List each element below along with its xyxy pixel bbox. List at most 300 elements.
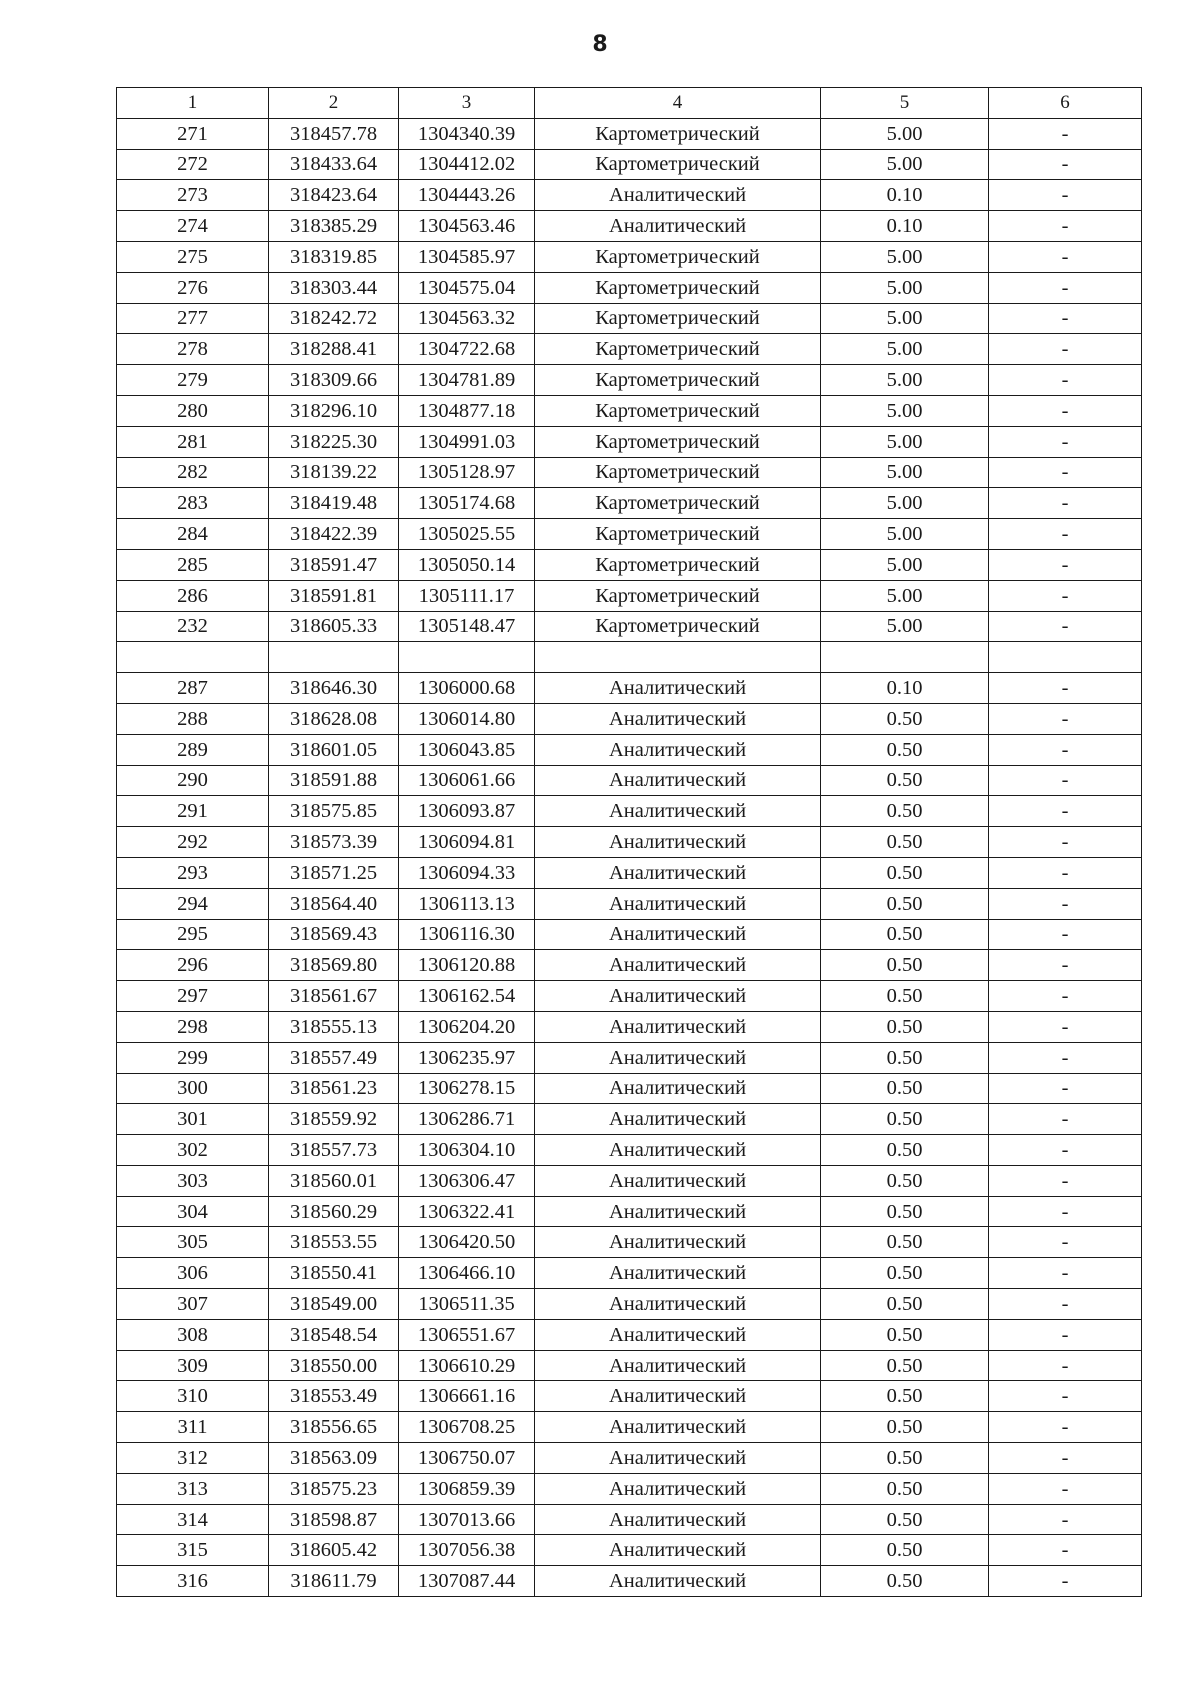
header-cell-point-number: 1 [117,88,269,119]
cell-method: Аналитический [535,734,821,765]
cell-point-number: 292 [117,827,269,858]
page-number: 8 [592,32,608,57]
cell-description: - [989,426,1142,457]
table-row [117,1473,1142,1504]
cell-point-number: 312 [117,1443,269,1474]
cell-description: - [989,888,1142,919]
cell-method: Картометрический [535,118,821,149]
cell-method: Аналитический [535,1196,821,1227]
cell-point-number: 303 [117,1165,269,1196]
cell-point-number: 278 [117,334,269,365]
cell-method: Аналитический [535,1073,821,1104]
header-cell-method: 4 [535,88,821,119]
cell-x-coordinate: 318548.54 [269,1319,399,1350]
cell-method: Аналитический [535,857,821,888]
cell-description: - [989,211,1142,242]
cell-accuracy: 0.50 [821,919,989,950]
cell-x-coordinate: 318591.47 [269,549,399,580]
table-row [117,118,1142,149]
cell-y-coordinate: 1307056.38 [399,1535,535,1566]
table-row [117,519,1142,550]
cell-y-coordinate: 1304443.26 [399,180,535,211]
table-row [117,765,1142,796]
cell-y-coordinate: 1304575.04 [399,272,535,303]
table-row [117,1196,1142,1227]
cell-y-coordinate: 1306750.07 [399,1443,535,1474]
cell-point-number: 300 [117,1073,269,1104]
cell-y-coordinate: 1305128.97 [399,457,535,488]
cell-x-coordinate: 318549.00 [269,1289,399,1320]
cell-x-coordinate: 318139.22 [269,457,399,488]
cell-accuracy: 0.50 [821,981,989,1012]
table-row [117,1104,1142,1135]
table-row [117,1535,1142,1566]
cell-point-number: 275 [117,241,269,272]
cell-method: Картометрический [535,272,821,303]
cell-y-coordinate: 1305148.47 [399,611,535,642]
cell-y-coordinate: 1306278.15 [399,1073,535,1104]
cell-method: Картометрический [535,519,821,550]
cell-y-coordinate: 1304563.46 [399,211,535,242]
cell-x-coordinate: 318550.41 [269,1258,399,1289]
cell-y-coordinate: 1305174.68 [399,488,535,519]
cell-point-number: 293 [117,857,269,888]
table-row [117,241,1142,272]
cell-description: - [989,519,1142,550]
table-row [117,796,1142,827]
cell-accuracy: 5.00 [821,334,989,365]
cell-point-number: 301 [117,1104,269,1135]
cell-y-coordinate: 1304781.89 [399,365,535,396]
cell-x-coordinate: 318569.43 [269,919,399,950]
cell-method: Аналитический [535,1350,821,1381]
cell-accuracy: 0.50 [821,765,989,796]
cell-y-coordinate: 1306235.97 [399,1042,535,1073]
cell-accuracy: 0.50 [821,1319,989,1350]
cell-method: Картометрический [535,488,821,519]
cell-method: Аналитический [535,981,821,1012]
table-row [117,457,1142,488]
cell-y-coordinate: 1306093.87 [399,796,535,827]
table-row [117,1412,1142,1443]
cell-y-coordinate: 1306204.20 [399,1011,535,1042]
cell-description: - [989,827,1142,858]
cell-accuracy: 5.00 [821,580,989,611]
cell-description: - [989,1473,1142,1504]
cell-x-coordinate: 318303.44 [269,272,399,303]
cell-method: Аналитический [535,1042,821,1073]
cell-method: Аналитический [535,180,821,211]
cell-x-coordinate: 318563.09 [269,1443,399,1474]
cell-y-coordinate: 1306322.41 [399,1196,535,1227]
cell-y-coordinate: 1304340.39 [399,118,535,149]
cell-method: Аналитический [535,1473,821,1504]
table-row [117,1381,1142,1412]
cell-x-coordinate: 318419.48 [269,488,399,519]
table-separator-row [117,642,1142,673]
header-cell-x-coordinate: 2 [269,88,399,119]
cell-accuracy: 0.50 [821,827,989,858]
cell-x-coordinate: 318564.40 [269,888,399,919]
cell-accuracy: 0.50 [821,888,989,919]
cell-y-coordinate: 1306304.10 [399,1135,535,1166]
table-row [117,950,1142,981]
cell-method: Аналитический [535,1535,821,1566]
cell-point-number: 276 [117,272,269,303]
cell-description: - [989,1042,1142,1073]
cell-description: - [989,1289,1142,1320]
cell-point-number: 290 [117,765,269,796]
cell-method: Аналитический [535,1443,821,1474]
cell-point-number: 302 [117,1135,269,1166]
cell-method: Аналитический [535,1258,821,1289]
cell-method: Картометрический [535,549,821,580]
cell-description: - [989,1196,1142,1227]
cell-method: Аналитический [535,1165,821,1196]
cell-point-number: 282 [117,457,269,488]
cell-point-number: 285 [117,549,269,580]
cell-y-coordinate: 1306000.68 [399,673,535,704]
cell-method: Аналитический [535,919,821,950]
cell-method: Картометрический [535,334,821,365]
cell-description: - [989,857,1142,888]
cell-method: Картометрический [535,611,821,642]
cell-accuracy: 0.50 [821,1073,989,1104]
cell-y-coordinate: 1304563.32 [399,303,535,334]
cell-description: - [989,950,1142,981]
cell-accuracy: 5.00 [821,365,989,396]
cell-point-number: 307 [117,1289,269,1320]
cell-point-number: 305 [117,1227,269,1258]
cell-description: - [989,303,1142,334]
cell-method: Аналитический [535,1289,821,1320]
cell-description: - [989,919,1142,950]
table-row [117,1011,1142,1042]
cell-description: - [989,1135,1142,1166]
cell-accuracy: 0.50 [821,1535,989,1566]
cell-description: - [989,1535,1142,1566]
cell-y-coordinate: 1306014.80 [399,703,535,734]
cell-point-number: 294 [117,888,269,919]
cell-point-number: 232 [117,611,269,642]
table-row [117,1566,1142,1597]
cell-x-coordinate: 318601.05 [269,734,399,765]
cell-accuracy: 0.50 [821,1196,989,1227]
cell-y-coordinate: 1306113.13 [399,888,535,919]
cell-x-coordinate: 318571.25 [269,857,399,888]
cell-point-number: 281 [117,426,269,457]
cell-method [535,642,821,673]
table-row [117,149,1142,180]
table-row [117,827,1142,858]
table-row [117,395,1142,426]
cell-point-number: 304 [117,1196,269,1227]
cell-method: Картометрический [535,426,821,457]
cell-description: - [989,180,1142,211]
cell-method: Картометрический [535,395,821,426]
table-row [117,580,1142,611]
table-row [117,981,1142,1012]
cell-method: Картометрический [535,303,821,334]
table-row [117,673,1142,704]
cell-x-coordinate: 318225.30 [269,426,399,457]
cell-point-number: 313 [117,1473,269,1504]
table-row [117,488,1142,519]
cell-point-number [117,642,269,673]
cell-y-coordinate: 1304722.68 [399,334,535,365]
cell-y-coordinate: 1306466.10 [399,1258,535,1289]
cell-description: - [989,1412,1142,1443]
cell-x-coordinate: 318288.41 [269,334,399,365]
cell-point-number: 273 [117,180,269,211]
cell-description: - [989,1566,1142,1597]
cell-y-coordinate: 1305050.14 [399,549,535,580]
cell-method: Аналитический [535,1227,821,1258]
cell-y-coordinate: 1306420.50 [399,1227,535,1258]
cell-accuracy: 5.00 [821,519,989,550]
cell-description: - [989,149,1142,180]
cell-accuracy: 5.00 [821,241,989,272]
cell-x-coordinate: 318550.00 [269,1350,399,1381]
cell-description: - [989,457,1142,488]
cell-accuracy: 0.50 [821,1443,989,1474]
cell-description: - [989,1227,1142,1258]
cell-y-coordinate: 1306094.81 [399,827,535,858]
cell-y-coordinate: 1306286.71 [399,1104,535,1135]
cell-x-coordinate: 318457.78 [269,118,399,149]
cell-x-coordinate: 318591.88 [269,765,399,796]
cell-x-coordinate: 318559.92 [269,1104,399,1135]
cell-description: - [989,241,1142,272]
table-row [117,1504,1142,1535]
cell-point-number: 309 [117,1350,269,1381]
cell-accuracy: 5.00 [821,272,989,303]
cell-description: - [989,549,1142,580]
cell-x-coordinate: 318296.10 [269,395,399,426]
table-row [117,888,1142,919]
cell-accuracy: 5.00 [821,611,989,642]
cell-y-coordinate: 1307087.44 [399,1566,535,1597]
cell-point-number: 271 [117,118,269,149]
table-row [117,703,1142,734]
table-row [117,919,1142,950]
cell-description: - [989,611,1142,642]
cell-accuracy: 5.00 [821,303,989,334]
cell-description: - [989,1350,1142,1381]
cell-point-number: 283 [117,488,269,519]
cell-y-coordinate: 1304991.03 [399,426,535,457]
cell-point-number: 296 [117,950,269,981]
cell-point-number: 315 [117,1535,269,1566]
cell-point-number: 287 [117,673,269,704]
cell-x-coordinate: 318561.67 [269,981,399,1012]
cell-x-coordinate: 318561.23 [269,1073,399,1104]
cell-x-coordinate [269,642,399,673]
cell-point-number: 288 [117,703,269,734]
cell-description: - [989,272,1142,303]
cell-x-coordinate: 318605.42 [269,1535,399,1566]
cell-description: - [989,1443,1142,1474]
table-row [117,611,1142,642]
cell-accuracy: 0.50 [821,1381,989,1412]
cell-y-coordinate: 1306708.25 [399,1412,535,1443]
table-row [117,734,1142,765]
table-body [117,88,1142,1597]
cell-description: - [989,1104,1142,1135]
cell-accuracy: 0.50 [821,1289,989,1320]
cell-y-coordinate: 1306610.29 [399,1350,535,1381]
cell-accuracy: 5.00 [821,426,989,457]
cell-description: - [989,488,1142,519]
cell-description: - [989,673,1142,704]
cell-accuracy: 0.50 [821,1504,989,1535]
cell-accuracy: 0.50 [821,857,989,888]
cell-method: Картометрический [535,149,821,180]
table-row [117,426,1142,457]
cell-description: - [989,1319,1142,1350]
cell-accuracy: 0.50 [821,1165,989,1196]
cell-y-coordinate: 1306043.85 [399,734,535,765]
header-cell-accuracy: 5 [821,88,989,119]
table-row [117,1350,1142,1381]
table-row [117,549,1142,580]
cell-accuracy: 0.50 [821,1011,989,1042]
table-row [117,1227,1142,1258]
cell-x-coordinate: 318423.64 [269,180,399,211]
cell-x-coordinate: 318553.55 [269,1227,399,1258]
cell-y-coordinate [399,642,535,673]
header-cell-description: 6 [989,88,1142,119]
table-row [117,1073,1142,1104]
cell-method: Картометрический [535,457,821,488]
cell-method: Аналитический [535,796,821,827]
cell-x-coordinate: 318385.29 [269,211,399,242]
cell-x-coordinate: 318573.39 [269,827,399,858]
cell-method: Аналитический [535,1381,821,1412]
cell-accuracy: 0.50 [821,1566,989,1597]
cell-method: Аналитический [535,1135,821,1166]
cell-accuracy: 0.50 [821,703,989,734]
cell-description: - [989,118,1142,149]
cell-method: Аналитический [535,211,821,242]
table-row [117,1258,1142,1289]
cell-accuracy: 0.10 [821,180,989,211]
table-row [117,1319,1142,1350]
cell-x-coordinate: 318575.23 [269,1473,399,1504]
cell-y-coordinate: 1306551.67 [399,1319,535,1350]
cell-accuracy: 0.50 [821,1473,989,1504]
cell-point-number: 298 [117,1011,269,1042]
cell-description [989,642,1142,673]
cell-accuracy: 0.50 [821,796,989,827]
cell-y-coordinate: 1306120.88 [399,950,535,981]
cell-accuracy: 0.50 [821,1350,989,1381]
cell-y-coordinate: 1306162.54 [399,981,535,1012]
table-row [117,303,1142,334]
cell-description: - [989,1165,1142,1196]
cell-point-number: 311 [117,1412,269,1443]
cell-x-coordinate: 318628.08 [269,703,399,734]
cell-method: Аналитический [535,1412,821,1443]
cell-description: - [989,395,1142,426]
cell-y-coordinate: 1304585.97 [399,241,535,272]
cell-x-coordinate: 318646.30 [269,673,399,704]
cell-point-number: 289 [117,734,269,765]
cell-description: - [989,334,1142,365]
cell-description: - [989,580,1142,611]
cell-description: - [989,365,1142,396]
cell-method: Аналитический [535,1104,821,1135]
cell-method: Аналитический [535,703,821,734]
cell-point-number: 272 [117,149,269,180]
cell-y-coordinate: 1304877.18 [399,395,535,426]
table-row [117,334,1142,365]
cell-method: Аналитический [535,1504,821,1535]
cell-y-coordinate: 1305025.55 [399,519,535,550]
cell-description: - [989,765,1142,796]
cell-accuracy: 0.50 [821,1104,989,1135]
cell-accuracy: 0.50 [821,734,989,765]
cell-description: - [989,734,1142,765]
cell-description: - [989,1258,1142,1289]
table-row [117,1135,1142,1166]
table-row [117,365,1142,396]
cell-method: Картометрический [535,241,821,272]
cell-point-number: 286 [117,580,269,611]
cell-x-coordinate: 318319.85 [269,241,399,272]
cell-x-coordinate: 318433.64 [269,149,399,180]
cell-description: - [989,1504,1142,1535]
cell-point-number: 280 [117,395,269,426]
cell-accuracy: 5.00 [821,457,989,488]
cell-y-coordinate: 1306094.33 [399,857,535,888]
cell-accuracy: 0.50 [821,950,989,981]
cell-method: Аналитический [535,950,821,981]
cell-method: Аналитический [535,1011,821,1042]
cell-description: - [989,703,1142,734]
cell-y-coordinate: 1306116.30 [399,919,535,950]
cell-y-coordinate: 1306661.16 [399,1381,535,1412]
cell-point-number: 295 [117,919,269,950]
cell-x-coordinate: 318569.80 [269,950,399,981]
header-cell-y-coordinate: 3 [399,88,535,119]
cell-point-number: 277 [117,303,269,334]
table-row [117,857,1142,888]
cell-description: - [989,981,1142,1012]
cell-accuracy: 5.00 [821,395,989,426]
cell-x-coordinate: 318555.13 [269,1011,399,1042]
cell-method: Аналитический [535,827,821,858]
cell-y-coordinate: 1307013.66 [399,1504,535,1535]
cell-accuracy [821,642,989,673]
cell-x-coordinate: 318560.29 [269,1196,399,1227]
cell-point-number: 291 [117,796,269,827]
cell-y-coordinate: 1306511.35 [399,1289,535,1320]
table-row [117,1042,1142,1073]
cell-accuracy: 0.50 [821,1227,989,1258]
cell-x-coordinate: 318575.85 [269,796,399,827]
cell-method: Аналитический [535,765,821,796]
cell-x-coordinate: 318591.81 [269,580,399,611]
cell-description: - [989,1381,1142,1412]
cell-accuracy: 0.10 [821,211,989,242]
cell-accuracy: 5.00 [821,549,989,580]
cell-x-coordinate: 318611.79 [269,1566,399,1597]
cell-x-coordinate: 318605.33 [269,611,399,642]
cell-y-coordinate: 1306859.39 [399,1473,535,1504]
table-row [117,1443,1142,1474]
cell-method: Аналитический [535,888,821,919]
